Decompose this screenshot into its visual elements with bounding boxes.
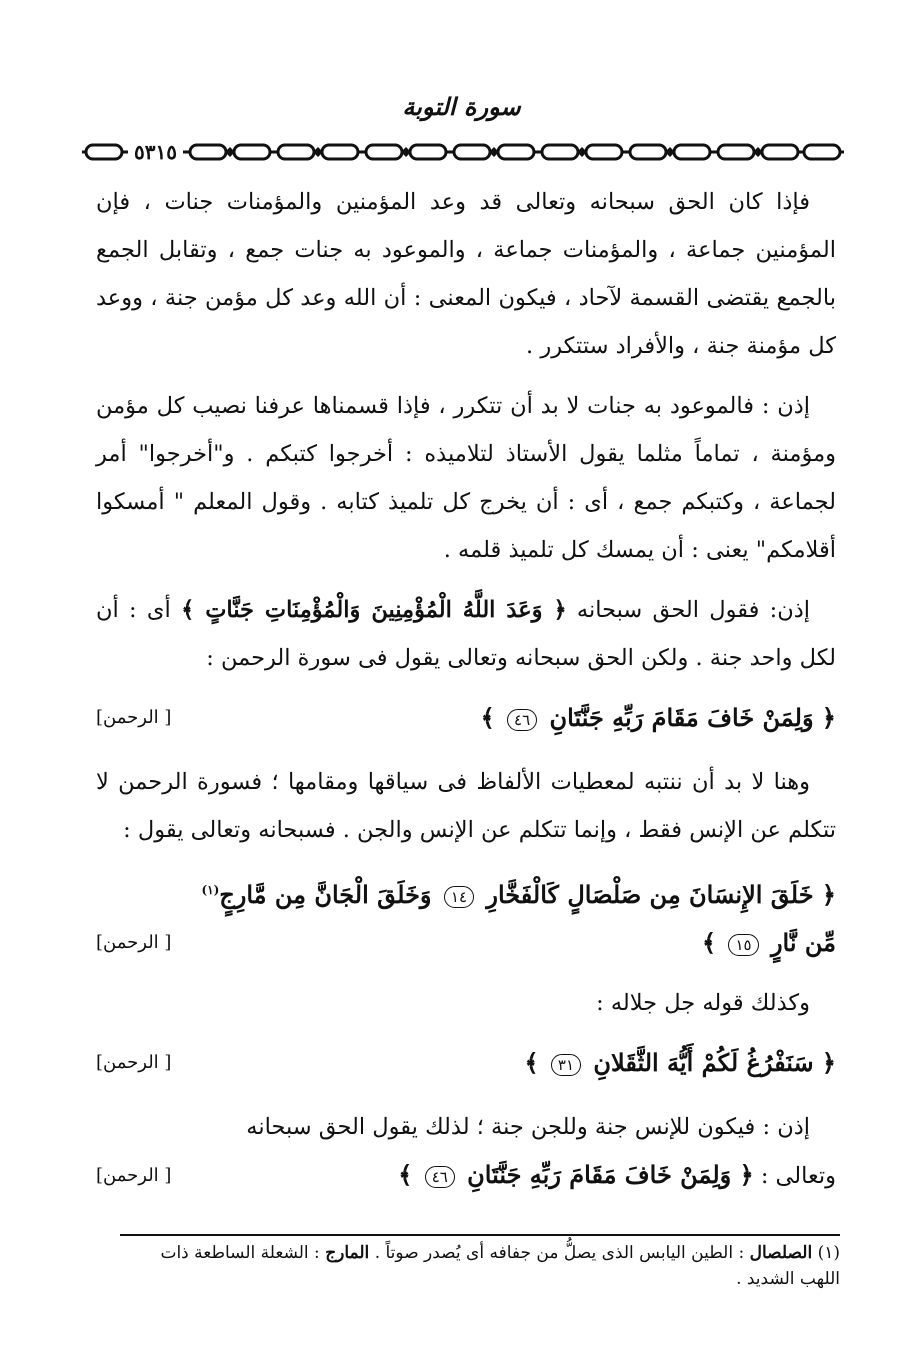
- footnote-def-2: : الشعلة الساطعة ذات اللهب الشديد .: [160, 1243, 840, 1289]
- verse-close: ﴾: [702, 928, 717, 957]
- verse-2-part-a: ﴿ خَلَقَ الإِنسَانَ مِن صَلْصَالٍ كَالْفَخَّارِ: [486, 880, 836, 909]
- ayah-number: ٤٦: [507, 709, 537, 731]
- verse-4-text: ﴿ وَلِمَنْ خَافَ مَقَامَ رَبِّهِ جَنَّتَانِ: [467, 1160, 754, 1189]
- ayah-number: ١٥: [728, 934, 758, 956]
- header-ornament: [82, 140, 844, 164]
- paragraph-6-end: وتعالى :: [760, 1163, 836, 1189]
- verse-2-part-c: مِّن نَّارٍ: [770, 928, 836, 957]
- quran-verse-inline: ﴿ وَعَدَ اللَّهُ الْمُؤْمِنِينَ وَالْمُؤْمِنَاتِ جَنَّاتٍ ﴾: [181, 597, 567, 623]
- footnote-marker: (١): [201, 883, 220, 897]
- verse-close: ﴾: [524, 1048, 539, 1077]
- paragraph-3-post: أى : أن لكل واحد جنة . ولكن الحق سبحانه وتعالى يقول فى سورة الرحمن :: [96, 597, 836, 671]
- footnote-divider: [120, 1234, 840, 1236]
- verse-2-line-1: [96, 866, 836, 919]
- verse-block-2: [96, 866, 836, 967]
- verse-2-line-2: [96, 919, 836, 967]
- verse-block-1: [96, 694, 836, 742]
- paragraph-3-pre: إذن: فقول الحق سبحانه: [576, 597, 810, 623]
- ayah-number: ٤٦: [425, 1166, 455, 1188]
- main-text: [96, 178, 836, 1216]
- sura-reference: [ الرحمن]: [96, 932, 172, 953]
- footnote-term-2: المارج: [325, 1243, 370, 1263]
- paragraph-4: وهنا لا بد أن ننتبه لمعطيات الألفاظ فى سياقها ومقامها ؛ فسورة الرحمن لا تتكلم عن الإنس فقط ، وإنما تتكلم عن الإنس والجن . فسبحانه وتعالى يقول :: [96, 769, 836, 843]
- sura-reference: [ الرحمن]: [96, 1164, 172, 1186]
- sura-title: سورة التوبة: [402, 92, 521, 121]
- paragraph-2: إذن : فالموعود به جنات لا بد أن تتكرر ، فإذا قسمناها عرفنا نصيب كل مؤمن ومؤمنة ، تماماً مثلما يقول الأستاذ لتلاميذه : أخرجوا كتبكم . و"أخرجوا" أمر لجماعة ، وكتبكم جمع ، أى : أن يخرج كل تلميذ كتابه . وقول المعلم " أمسكوا أقلامكم" يعنى : أن يمسك كل تلميذ قلمه .: [96, 393, 836, 563]
- sura-reference: [ الرحمن]: [96, 1052, 172, 1073]
- quran-verse-1: [481, 694, 836, 742]
- ayah-number: ١٤: [444, 886, 474, 908]
- paragraph-3: [96, 586, 836, 682]
- paragraph-1: فإذا كان الحق سبحانه وتعالى قد وعد المؤمنين والمؤمنات جنات ، فإن المؤمنين جماعة ، والمؤمنات جماعة ، والموعود به جنات جمع ، وتقابل الجمع بالجمع يقتضى القسمة لآحاد ، فيكون المعنى : أن الله وعد كل مؤمن جنة ، ووعد كل مؤمنة جنة ، والأفراد ستتكرر .: [96, 189, 836, 359]
- footnote: [120, 1240, 840, 1292]
- paragraph-6: إذن : فيكون للإنس جنة وللجن جنة ؛ لذلك يقول الحق سبحانه: [246, 1114, 810, 1140]
- footnote-term-1: الصلصال: [749, 1243, 813, 1263]
- verse-2-part-b: وَخَلَقَ الْجَانَّ مِن مَّارِجٍ: [219, 880, 432, 909]
- sura-reference: [ الرحمن]: [96, 707, 172, 728]
- page-number: ٥٣١٥: [128, 140, 183, 164]
- verse-3-text: ﴿ سَنَفْرُغُ لَكُمْ أَيُّهَ الثَّقَلانِ: [593, 1048, 836, 1077]
- footnote-mark: (١): [817, 1243, 840, 1263]
- paragraph-6-cont: [398, 1151, 836, 1200]
- footnote-def-1: : الطين اليابس الذى يصلُّ من جفافه أى يُصدر صوتاً .: [374, 1243, 745, 1263]
- verse-block-4: [96, 1151, 836, 1200]
- verse-1-text: ﴿ وَلِمَنْ خَافَ مَقَامَ رَبِّهِ جَنَّتَانِ: [549, 703, 836, 732]
- paragraph-5: وكذلك قوله جل جلاله :: [596, 990, 810, 1016]
- verse-close: ﴾: [480, 703, 495, 732]
- quran-verse-4: [398, 1160, 753, 1189]
- quran-verse-3: [524, 1039, 836, 1087]
- verse-block-3: [96, 1039, 836, 1087]
- verse-close: ﴾: [398, 1160, 413, 1189]
- verse-2-part-c-wrap: [702, 919, 836, 967]
- ayah-number: ٣١: [551, 1054, 581, 1076]
